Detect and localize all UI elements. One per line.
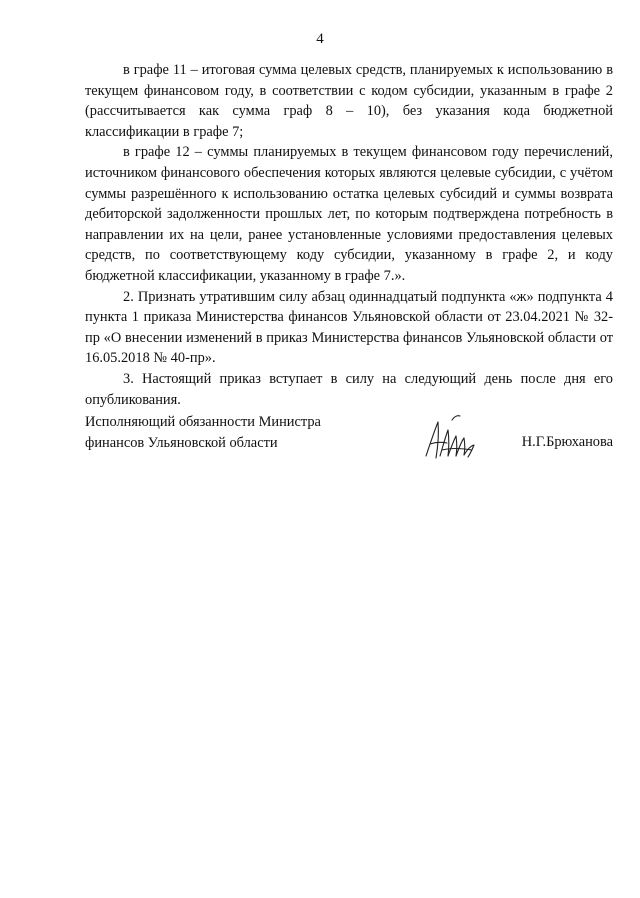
paragraph-column-11: в графе 11 – итоговая сумма целевых средств, планируемых к использованию в текущем финансовом году, в соответствии с кодом субсидии, указанным в графе 2 (рассчитывается как сумма граф 8 – 10), без указания кода бюджетной классификации в графе 7;	[85, 62, 613, 140]
signatory-position-line-2: финансов Ульяновской области	[85, 434, 278, 451]
signatory-position-line-1: Исполняющий обязанности Министра	[85, 414, 321, 430]
handwritten-signature-icon	[420, 412, 480, 464]
signature-block	[85, 412, 613, 472]
paragraph-item-2: 2. Признать утратившим силу абзац одиннадцатый подпункта «ж» подпункта 4 пункта 1 приказа Министерства финансов Ульяновской области от 23.04.2021 № 32-пр «О внесении изменений в приказ Министерства финансов Ульяновской области от 16.05.2018 № 40-пр».	[85, 288, 613, 367]
page-number: 4	[316, 31, 324, 47]
paragraph-item-3: 3. Настоящий приказ вступает в силу на следующий день после дня его опубликования.	[85, 370, 613, 408]
signatory-name: Н.Г.Брюханова	[521, 434, 613, 450]
document-body	[85, 60, 613, 410]
signatory-position	[85, 412, 385, 453]
paragraph-column-12: в графе 12 – суммы планируемых в текущем финансовом году перечислений, источником финансового обеспечения которых являются целевые субсидии, с учётом суммы разрешённого к использованию остатка целевых субсидий и суммы возврата дебиторской задолженности прошлых лет, по которым подтверждена потребность в направлении их на цели, ранее установленные условиями предоставления целевых средств, по соответствующему коду субсидии, указанному в графе 2, и коду бюджетной классификации, указанному в графе 7.».	[85, 144, 613, 284]
